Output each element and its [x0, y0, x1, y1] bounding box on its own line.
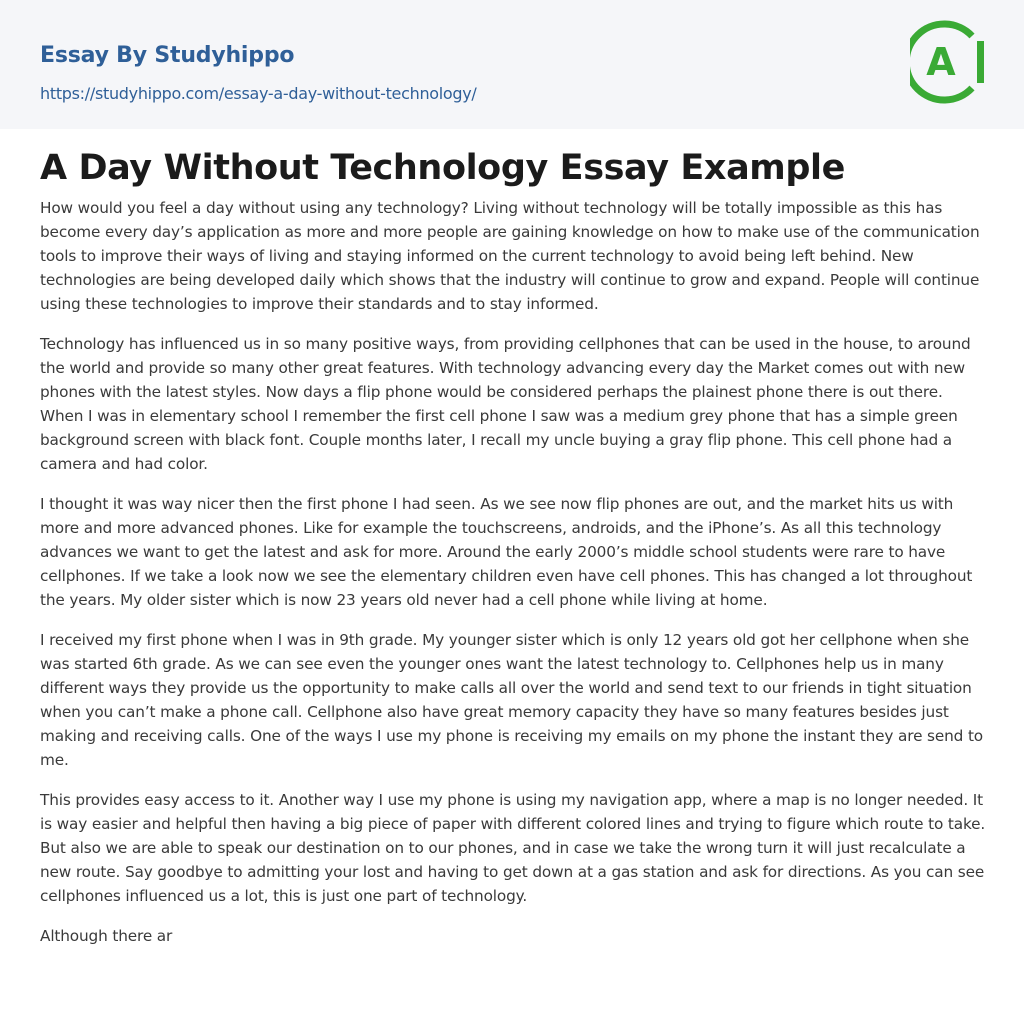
site-title[interactable]: Essay By Studyhippo [40, 43, 295, 68]
essay-paragraph: How would you feel a day without using any technology? Living without technology will be totally impossible as this has become every day’s application as more and more people are gaining knowledge on how to make use of the communication tools to improve their ways of living and staying informed on the current technology to avoid being left behind. New technologies are being developed daily which shows that the industry will continue to grow and expand. People will continue using these technologies to improve their standards and to stay informed. [40, 199, 980, 313]
essay-paragraph: I thought it was way nicer then the first phone I had seen. As we see now flip phones are out, and the market hits us with more and more advanced phones. Like for example the touchscreens, androids, and the iPhone’s. As all this technology advances we want to get the latest and ask for more. Around the early 2000’s middle school students were rare to have cellphones. If we take a look now we see the elementary children even have cell phones. This has changed a lot throughout the years. My older sister which is now 23 years old never had a cell phone while living at home. [40, 495, 973, 609]
essay-paragraph: This provides easy access to it. Another way I use my phone is using my navigation app, where a map is no longer needed. It is way easier and helpful then having a big piece of paper with different colored lines and trying to figure which route to take. But also we are able to speak our destination on to our phones, and in case we take the wrong turn it will just recalculate a new route. Say goodbye to admitting your lost and having to get down at a gas station and ask for directions. As you can see cellphones influenced us a lot, this is just one part of technology. [40, 791, 986, 905]
studyhippo-logo-icon[interactable] [910, 18, 988, 106]
logo-letter: A [926, 40, 956, 84]
essay-paragraph: Technology has influenced us in so many positive ways, from providing cellphones that can be used in the house, to around the world and provide so many other great features. With technology advancing every day the Market comes out with new phones with the latest styles. Now days a flip phone would be considered perhaps the plainest phone there is out there. When I was in elementary school I remember the first cell phone I saw was a medium grey phone that has a simple green background screen with black font. Couple months later, I recall my uncle buying a gray flip phone. This cell phone had a camera and had color. [40, 335, 971, 473]
essay-article [40, 146, 986, 964]
essay-paragraph: I received my first phone when I was in 9th grade. My younger sister which is only 12 years old got her cellphone when she was started 6th grade. As we can see even the younger ones want the latest technology to. Cellphones help us in many different ways they provide us the opportunity to make calls all over the world and send text to our friends in tight situation when you can’t make a phone call. Cellphone also have great memory capacity they have so many features besides just making and receiving calls. One of the ways I use my phone is receiving my emails on my phone the instant they are send to me. [40, 631, 984, 769]
essay-paragraph-truncated: Although there ar [40, 927, 173, 945]
site-header [0, 0, 1024, 129]
essay-url-link[interactable]: https://studyhippo.com/essay-a-day-without-technology/ [40, 84, 477, 103]
essay-title: A Day Without Technology Essay Example [40, 148, 845, 188]
